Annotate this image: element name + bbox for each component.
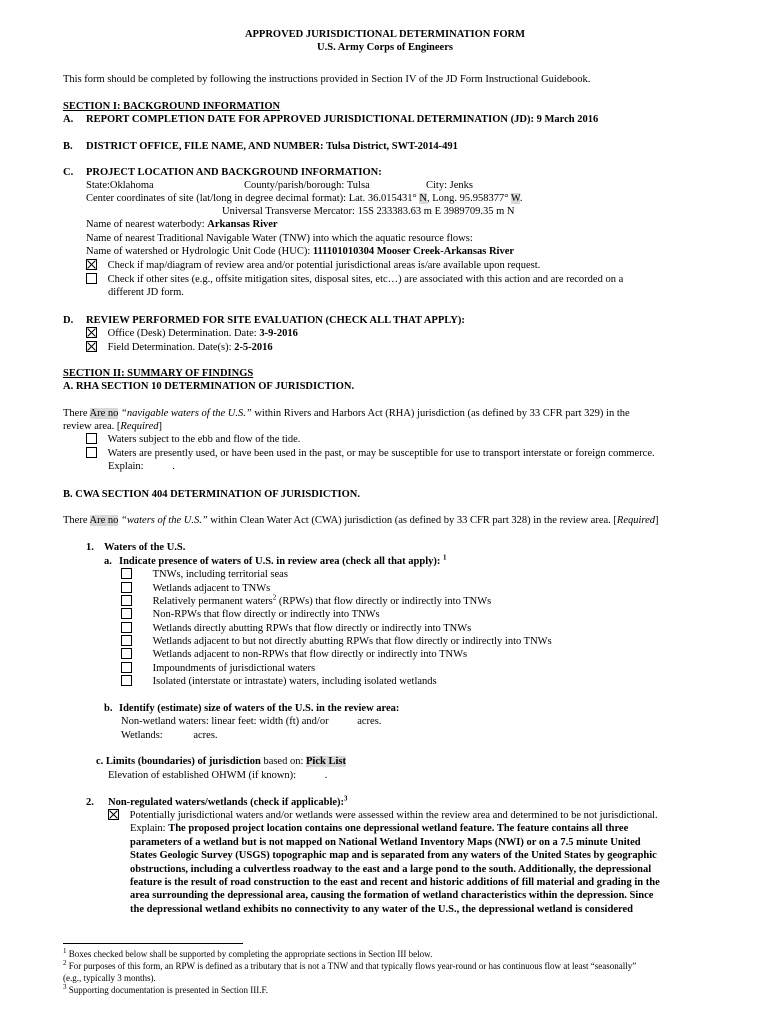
utm-field: Universal Transverse Mercator: 15S 233383.63 m E 3989709.35 m N	[222, 206, 515, 217]
commerce-waters-label: Waters are presently used, or have been used in the past, or may be susceptible for use to transport interstate or foreign commerce.	[107, 448, 655, 459]
waters-us-label: 1.	[86, 542, 94, 553]
wetlands-acres: acres.	[193, 730, 218, 741]
tnw-label: TNWs, including territorial seas	[152, 569, 288, 580]
ohwm-row	[108, 769, 327, 782]
non-wetland-label: Non-wetland waters: linear feet: width (ft) and/or	[121, 716, 329, 727]
review-performed-heading: REVIEW PERFORMED FOR SITE EVALUATION (CHECK ALL THAT APPLY):	[86, 315, 465, 326]
rha-there: There	[63, 408, 88, 419]
rha-option1-row	[86, 433, 300, 446]
footnote-2-marker: 2	[63, 959, 67, 967]
rha-line2	[63, 420, 162, 433]
longitude-text: , Long. 95.958377°	[426, 193, 509, 204]
tidal-waters-label: Waters subject to the ebb and flow of the tide.	[107, 434, 301, 445]
rpw-label: Relatively permanent waters	[152, 596, 273, 607]
rha-navigable-text: “navigable waters of the U.S.”	[121, 408, 252, 419]
footnote-1-text: Boxes checked below shall be supported by completing the appropriate sections in Section III below.	[68, 949, 433, 959]
presence-footnote: 1	[443, 553, 447, 562]
wetlands-adjacent-tnw-label: Wetlands adjacent to TNWs	[152, 583, 271, 594]
footnote-divider	[63, 943, 243, 944]
rha-explain-label: Explain:	[108, 461, 144, 472]
explain-line-0: The proposed project location contains one depressional wetland feature. The feature contains all three	[168, 823, 629, 834]
wetlands-size-row	[121, 729, 218, 742]
non-rpw-checkbox[interactable]	[121, 608, 132, 619]
section1-b-label: B.	[63, 141, 73, 152]
section1-c-label: C.	[63, 167, 74, 178]
county-field: County/parish/borough: Tulsa	[244, 180, 370, 191]
waterbody-row	[86, 218, 278, 231]
other-sites-checkbox[interactable]	[86, 273, 97, 284]
cwa-waters-text: “waters of the U.S.”	[121, 515, 208, 526]
section1-a-label: A.	[63, 114, 74, 125]
non-wetland-acres: acres.	[357, 716, 382, 727]
other-sites-checkbox-row	[86, 273, 623, 286]
non-regulated-label: 2.	[86, 797, 94, 808]
tnw-label: Name of nearest Traditional Navigable Water (TNW) into which the aquatic resource flows:	[86, 233, 473, 244]
rha-option2-row	[86, 447, 655, 460]
presence-heading-row	[119, 555, 447, 568]
commerce-waters-checkbox[interactable]	[86, 447, 97, 458]
section2-heading: SECTION II: SUMMARY OF FINDINGS	[63, 368, 254, 379]
ohwm-label: Elevation of established OHWM (if known):	[108, 770, 297, 781]
form-subtitle: U.S. Army Corps of Engineers	[317, 42, 453, 53]
longitude-direction[interactable]: W	[510, 193, 520, 204]
non-regulated-heading: Non-regulated waters/wetlands (check if applicable):	[108, 797, 345, 808]
rha-explain-row	[108, 460, 175, 473]
waters-list-item-3	[121, 608, 380, 621]
field-determination-label: Field Determination. Date(s):	[107, 342, 232, 353]
waters-list-item-2	[121, 595, 491, 608]
form-title: APPROVED JURISDICTIONAL DETERMINATION FORM	[244, 29, 526, 40]
office-determination-checkbox[interactable]	[86, 327, 97, 338]
rha-line2-text: review area. [	[63, 421, 121, 432]
rha-required: Required	[120, 421, 159, 432]
state-field: State:Oklahoma	[86, 180, 154, 191]
huc-label: Name of watershed or Hydrologic Unit Code (HUC):	[86, 246, 311, 257]
office-determination-row	[86, 327, 298, 340]
map-checkbox-row	[86, 259, 540, 272]
wetlands-adjacent-rpw-checkbox[interactable]	[121, 635, 132, 646]
district-row	[86, 140, 458, 153]
field-determination-checkbox[interactable]	[86, 341, 97, 352]
rha-close: ]	[158, 421, 163, 432]
huc-value: 111101010304 Mooser Creek-Arkansas River	[312, 246, 515, 257]
footnote-2-cont: (e.g., typically 3 months).	[63, 973, 156, 983]
non-regulated-heading-row	[108, 796, 348, 809]
footnote-2	[63, 961, 636, 972]
cwa-heading: B. CWA SECTION 404 DETERMINATION OF JURISDICTION.	[63, 489, 360, 500]
wetlands-abutting-rpw-checkbox[interactable]	[121, 622, 132, 633]
district-label: DISTRICT OFFICE, FILE NAME, AND NUMBER:	[86, 141, 324, 152]
waters-list-item-1	[121, 582, 270, 595]
report-date-label: REPORT COMPLETION DATE FOR APPROVED JURISDICTIONAL DETERMINATION (JD):	[86, 114, 534, 125]
latitude-direction[interactable]: N	[419, 193, 427, 204]
footnote-3-text: Supporting documentation is presented in Section III.F.	[68, 985, 268, 995]
limits-label: c.	[96, 756, 104, 767]
waters-us-heading: Waters of the U.S.	[104, 542, 186, 553]
non-wetland-row	[121, 715, 381, 728]
limits-heading: Limits (boundaries) of jurisdiction	[105, 756, 261, 767]
footnote-3-marker: 3	[63, 983, 67, 991]
district-value: Tulsa District, SWT-2014-491	[325, 141, 458, 152]
map-available-checkbox[interactable]	[86, 259, 97, 270]
waters-list-item-7	[121, 662, 315, 675]
other-sites-label: Check if other sites (e.g., offsite mitigation sites, disposal sites, etc…) are associated with this action and are recorded on a	[107, 274, 624, 285]
cwa-rest-text: within Clean Water Act (CWA) jurisdiction (as defined by 33 CFR part 328) in the review area. [	[210, 515, 617, 526]
wetlands-abutting-rpw-label: Wetlands directly abutting RPWs that flow directly or indirectly into TNWs	[152, 623, 472, 634]
wetlands-adjacent-non-rpw-label: Wetlands adjacent to non-RPWs that flow directly or indirectly into TNWs	[152, 649, 468, 660]
non-regulated-checkbox-row	[108, 809, 658, 822]
cwa-statement	[63, 514, 659, 527]
report-date-row	[86, 113, 598, 126]
limits-row	[96, 755, 346, 768]
waterbody-label: Name of nearest waterbody:	[86, 219, 205, 230]
report-date-value: 9 March 2016	[536, 114, 599, 125]
huc-row	[86, 245, 514, 258]
instructions-text: This form should be completed by following the instructions provided in Section IV of the JD Form Instructional Guidebook.	[63, 74, 591, 85]
explain-line-6: the depressional wetland exhibits no connectivity to any water of the U.S., the depressional wetland is considered	[130, 904, 633, 915]
rha-statement	[63, 407, 630, 420]
footnote-3	[63, 985, 268, 996]
presence-label: a.	[104, 556, 112, 567]
non-regulated-text: Potentially jurisdictional waters and/or wetlands were assessed within the review area and determined to be not jurisdictional.	[129, 810, 658, 821]
other-sites-label-cont: different JD form.	[108, 287, 184, 298]
non-regulated-checkbox[interactable]	[108, 809, 119, 820]
city-field: City: Jenks	[426, 180, 473, 191]
coordinates-end: .	[519, 193, 523, 204]
field-determination-date: 2-5-2016	[234, 342, 273, 353]
explain-line-3: obstructions, including a culvertless roadway to the east and a large pond to the south. Additionally, the depressional	[130, 864, 652, 875]
wetlands-adjacent-tnw-checkbox[interactable]	[121, 582, 132, 593]
waters-list-item-4	[121, 622, 471, 635]
wetlands-size-label: Wetlands:	[121, 730, 163, 741]
footnote-1	[63, 949, 432, 960]
map-available-label: Check if map/diagram of review area and/or potential jurisdictional areas is/are available upon request.	[107, 260, 541, 271]
tnw-checkbox[interactable]	[121, 568, 132, 579]
limits-based-on: based on:	[263, 756, 304, 767]
office-determination-date: 3-9-2016	[259, 328, 298, 339]
footnote-1-marker: 1	[63, 947, 67, 955]
rha-determination-select[interactable]: Are no	[89, 408, 119, 419]
explain-line-2: States Geologic Survey (USGS) topographic map and is separated from any waters of the United States by geographic	[130, 850, 657, 861]
footnote-2-text: For purposes of this form, an RPW is defined as a tributary that is not a TNW and that typically flows year-round or has continuous flow at least “seasonally”	[68, 961, 637, 971]
rha-rest-text: within Rivers and Harbors Act (RHA) jurisdiction (as defined by 33 CFR part 329) in the	[254, 408, 630, 419]
rha-heading: A. RHA SECTION 10 DETERMINATION OF JURISDICTION.	[63, 381, 355, 392]
impoundments-label: Impoundments of jurisdictional waters	[152, 663, 316, 674]
explain-row	[130, 822, 628, 835]
size-label: b.	[104, 703, 113, 714]
waters-list-item-5	[121, 635, 552, 648]
isolated-waters-checkbox[interactable]	[121, 675, 132, 686]
explain-line-4: feature is the result of road construction to the east and recent and historic additions of fill material and grading in the	[130, 877, 660, 888]
isolated-waters-label: Isolated (interstate or intrastate) waters, including isolated wetlands	[152, 676, 437, 687]
office-determination-label: Office (Desk) Determination. Date:	[107, 328, 257, 339]
coordinates-row	[86, 192, 523, 205]
cwa-determination-select[interactable]: Are no	[89, 515, 119, 526]
limits-pick-list[interactable]: Pick List	[306, 756, 346, 767]
presence-heading: Indicate presence of waters of U.S. in review area (check all that apply):	[119, 556, 441, 567]
cwa-close: ]	[655, 515, 659, 526]
field-determination-row	[86, 341, 273, 354]
rha-explain-value[interactable]: .	[172, 461, 175, 472]
section1-heading: SECTION I: BACKGROUND INFORMATION	[63, 101, 281, 112]
explain-line-1: parameters of a wetland but is not mapped on National Wetland Inventory Maps (NWI) or on a 7.5 minute United	[130, 837, 641, 848]
size-heading: Identify (estimate) size of waters of the U.S. in the review area:	[119, 703, 400, 714]
rpw-label-rest: (RPWs) that flow directly or indirectly into TNWs	[276, 596, 492, 607]
waters-list-item-6	[121, 648, 467, 661]
section1-d-label: D.	[63, 315, 74, 326]
ohwm-value[interactable]: .	[324, 770, 328, 781]
wetlands-adjacent-rpw-label: Wetlands adjacent to but not directly abutting RPWs that flow directly or indirectly into TNWs	[152, 636, 552, 647]
non-regulated-footnote: 3	[344, 794, 348, 803]
explain-line-5: area surrounding the depressional area, causing the formation of wetland characteristics within the depression. Since	[130, 890, 654, 901]
impoundments-checkbox[interactable]	[121, 662, 132, 673]
waters-list-item-0	[121, 568, 288, 581]
cwa-there: There	[63, 515, 88, 526]
waterbody-value: Arkansas River	[207, 219, 278, 230]
wetlands-adjacent-non-rpw-checkbox[interactable]	[121, 648, 132, 659]
coordinates-text: Center coordinates of site (lat/long in degree decimal format): Lat. 36.015431°	[86, 193, 417, 204]
tidal-waters-checkbox[interactable]	[86, 433, 97, 444]
rpw-footnote: 2	[272, 593, 277, 602]
rpw-checkbox[interactable]	[121, 595, 132, 606]
explain-label: Explain:	[130, 823, 166, 834]
project-location-heading: PROJECT LOCATION AND BACKGROUND INFORMATION:	[86, 167, 382, 178]
cwa-required: Required	[616, 515, 656, 526]
non-rpw-label: Non-RPWs that flow directly or indirectly into TNWs	[152, 609, 380, 620]
waters-list-item-8	[121, 675, 437, 688]
